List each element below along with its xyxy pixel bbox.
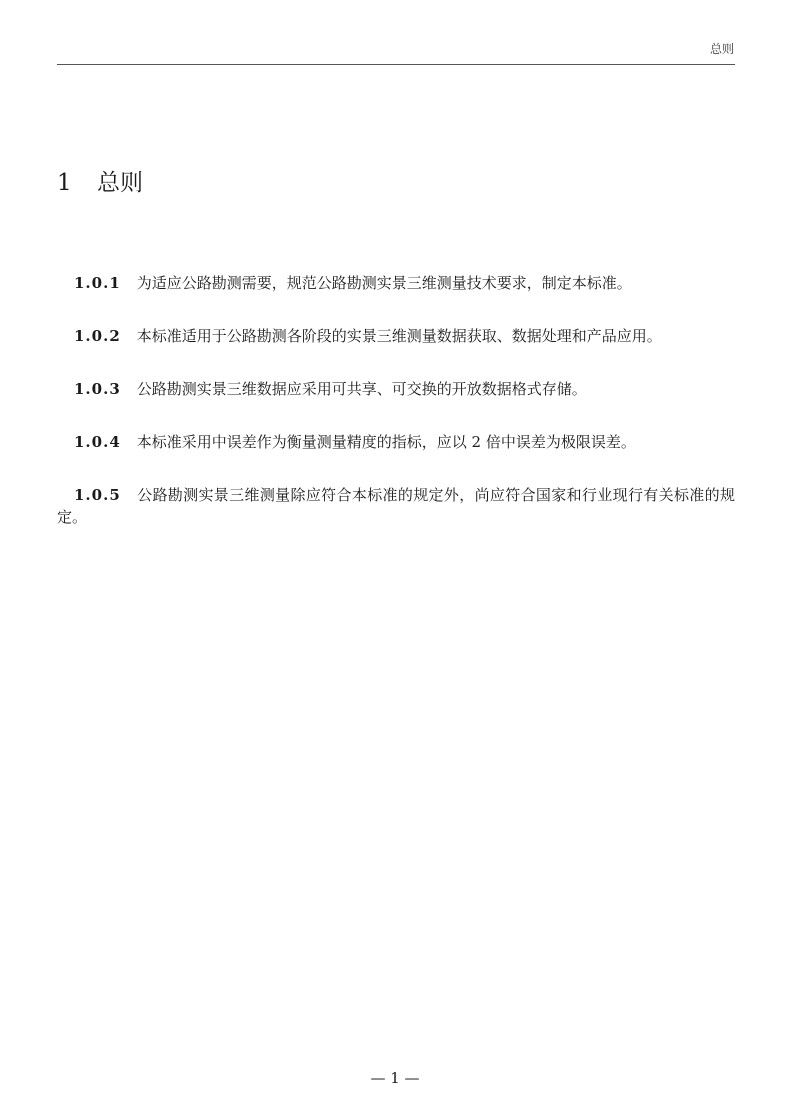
clause-text: 本标准采用中误差作为衡量测量精度的指标，应以 2 倍中误差为极限误差。 — [136, 433, 636, 451]
clause-number: 1.0.4 — [74, 433, 121, 451]
clause-1-0-5 — [57, 484, 735, 528]
chapter-number: 1 — [57, 170, 72, 196]
clause-1-0-3 — [57, 378, 735, 400]
clause-text: 本标准适用于公路勘测各阶段的实景三维测量数据获取、数据处理和产品应用。 — [136, 327, 662, 345]
clause-number: 1.0.3 — [74, 380, 121, 398]
header-rule — [57, 64, 735, 65]
clause-text: 公路勘测实景三维数据应采用可共享、可交换的开放数据格式存储。 — [136, 380, 587, 398]
clause-text: 公路勘测实景三维测量除应符合本标准的规定外，尚应符合国家和行业现行有关标准的规定。 — [57, 486, 735, 526]
clause-1-0-1 — [57, 272, 735, 294]
clause-1-0-2 — [57, 325, 735, 347]
chapter-title: 总则 — [97, 170, 143, 196]
page-number: — 1 — — [370, 1069, 420, 1087]
clause-number: 1.0.5 — [74, 486, 121, 504]
clause-text: 为适应公路勘测需要，规范公路勘测实景三维测量技术要求，制定本标准。 — [136, 274, 632, 292]
running-header: 总则 — [709, 42, 734, 56]
clause-list — [57, 272, 735, 559]
clause-number: 1.0.1 — [74, 274, 121, 292]
clause-number: 1.0.2 — [74, 327, 121, 345]
chapter-heading — [57, 164, 143, 197]
clause-1-0-4 — [57, 431, 735, 453]
